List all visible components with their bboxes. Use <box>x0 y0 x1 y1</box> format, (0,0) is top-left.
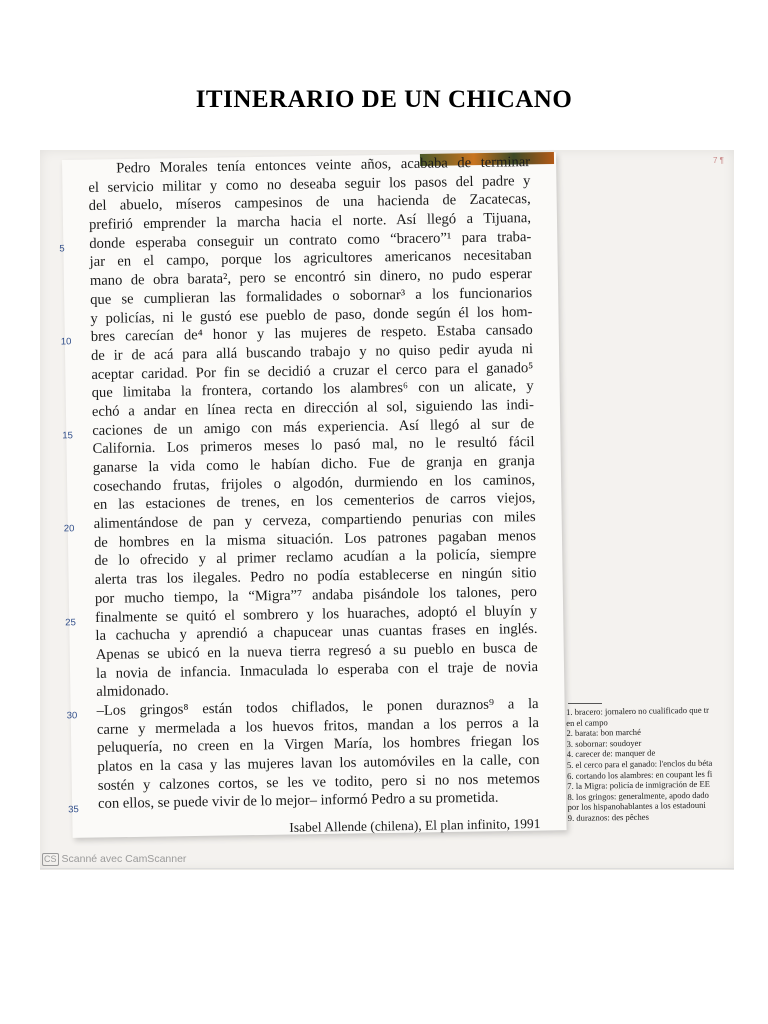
camscanner-watermark-text: Scanné avec CamScanner <box>61 853 187 865</box>
footnote-line: 4. carecer de: manquer de <box>566 747 656 760</box>
body-text <box>59 153 541 841</box>
footnote-line: 6. cortando los alambres: en coupant les fi <box>566 768 713 781</box>
text-line: –Los gringos⁸ están todos chiflados, le ponen duraznos⁹ a la <box>96 695 539 719</box>
text-line: ganarse la vida como le habían dicho. Fue de granja en granja <box>92 453 535 476</box>
text-line: por mucho tiempo, la “Migra”⁷ andaba pisándole los talones, pero <box>94 583 537 607</box>
text-line: cosechando frutas, frijoles o algodón, durmiendo en los caminos, <box>93 471 536 495</box>
line-number: 30 <box>66 710 78 722</box>
footnote-line: 9. duraznos: des pêches <box>567 811 649 823</box>
text-line: bres carecían de⁴ honor y las mujeres de respeto. Estaba cansado <box>90 322 533 346</box>
scan-bottom-rule <box>40 868 734 869</box>
text-line: aceptar caridad. Por fin se decidió a cruzar el cerco para el ganado⁵ <box>91 359 534 383</box>
text-line: de hombres en la misma situación. Los patrones pagaban menos <box>93 527 537 551</box>
text-line: alimentándose de pan y cerveza, compartiendo penurias con miles <box>93 509 536 533</box>
text-line: que limitaba la frontera, cortando los alambres⁶ con un alicate, y <box>91 378 534 402</box>
footnote-line: por los hispanohablantes a los estadouni <box>567 800 706 813</box>
text-line: de lo ofrecido y al primer reclamo acudían a la policía, siempre <box>94 546 537 570</box>
text-line: caciones de un amigo con más experiencia. Así llegó al sur de <box>92 415 535 439</box>
text-line: sostén y calzones cortos, se les ve todito, pero si no nos metemos <box>97 770 540 794</box>
footnote-rule <box>568 703 602 704</box>
text-line: prefirió emprender la marcha hacia el norte. Así llegó a Tijuana, <box>88 210 532 234</box>
footnote-line: 1. bracero: jornalero no cualificado que tr <box>566 704 710 717</box>
text-line: con ellos, se puede vivir de lo mejor– informó Pedro a su prometida. <box>97 790 499 813</box>
corner-mark: 7 ¶ <box>713 156 724 165</box>
footnote-line: 5. el cerco para el ganado: l'enclos du béta <box>566 757 713 770</box>
footnote-line: 7. la Migra: policía de inmigración de EE <box>567 778 711 792</box>
text-line: alerta tras los ilegales. Pedro no podía establecerse en ningún sitio <box>94 565 537 589</box>
text-line: Pedro Morales tenía entonces veinte años, acababa de terminar <box>116 154 531 177</box>
text-line: carne y mermelada a los huevos fritos, mandan a los perros a la <box>96 714 540 738</box>
text-line: Apenas se ubicó en la nueva tierra regresó a su pueblo en busca de <box>95 639 538 663</box>
footnote-line: 3. sobornar: soudoyer <box>566 737 642 749</box>
text-line: almidonado. <box>96 683 170 701</box>
footnote-line: en el campo <box>566 716 608 728</box>
text-line: de ir de acá para allá buscando trabajo y no quiso pedir ayuda ni <box>90 340 534 364</box>
text-line: y policías, ni le gustó ese pueblo de paso, donde según él los hom- <box>90 303 533 327</box>
text-line: el servicio militar y como no deseaba seguir los pasos del padre y <box>88 172 531 196</box>
footnote-line: 2. barata: bon marché <box>566 727 641 739</box>
text-line: echó a andar en línea recta en dirección al sol, siguiendo las indi- <box>91 396 535 420</box>
footnote-line: 8. los gringos: generalmente, apodo dado <box>567 789 710 802</box>
text-line: la cachucha y aprendió a chapucear unas cuantas frases en inglés. <box>95 621 538 645</box>
line-number: 15 <box>62 430 73 442</box>
text-line: peluquería, no creen en la Virgen María, los hombres friegan los <box>97 733 540 757</box>
line-number: 25 <box>65 617 76 629</box>
text-line: la novia de infancia. Inmaculada lo esperaba con el traje de novia <box>95 658 539 682</box>
line-number: 5 <box>59 243 65 255</box>
text-line: en las estaciones de trenes, en los cementerios de carros viejos, <box>93 490 536 514</box>
camscanner-logo-icon: CS <box>44 854 57 864</box>
text-line: que se cumplieran las formalidades o sobornar³ a los funcionarios <box>90 284 533 308</box>
camscanner-watermark <box>42 853 186 866</box>
line-number: 35 <box>68 804 79 816</box>
line-number: 10 <box>60 336 72 348</box>
text-line: finalmente se quitó el sombrero y los huaraches, adoptó el bluyín y <box>95 602 538 626</box>
text-line: donde esperaba conseguir un contrato como “bracero”¹ para traba- <box>89 228 532 252</box>
line-number: 20 <box>63 523 75 535</box>
text-line: jar en el campo, porque los agricultores americanos necesitaban <box>89 247 532 271</box>
footnotes <box>566 704 736 823</box>
text-line: del abuelo, míseros campesinos de una hacienda de Zacatecas, <box>88 191 531 215</box>
text-line: mano de obra barata², pero se encontró sin dinero, no pudo esperar <box>89 266 532 290</box>
page-title: ITINERARIO DE UN CHICANO <box>195 86 573 113</box>
text-line: California. Los primeros meses lo pasó mal, no le resultó fácil <box>92 434 535 458</box>
attribution: Isabel Allende (chilena), El plan infinito, 1991 <box>289 816 541 835</box>
text-line: platos en la casa y las mujeres lavan los automóviles en la calle, con <box>97 751 540 775</box>
